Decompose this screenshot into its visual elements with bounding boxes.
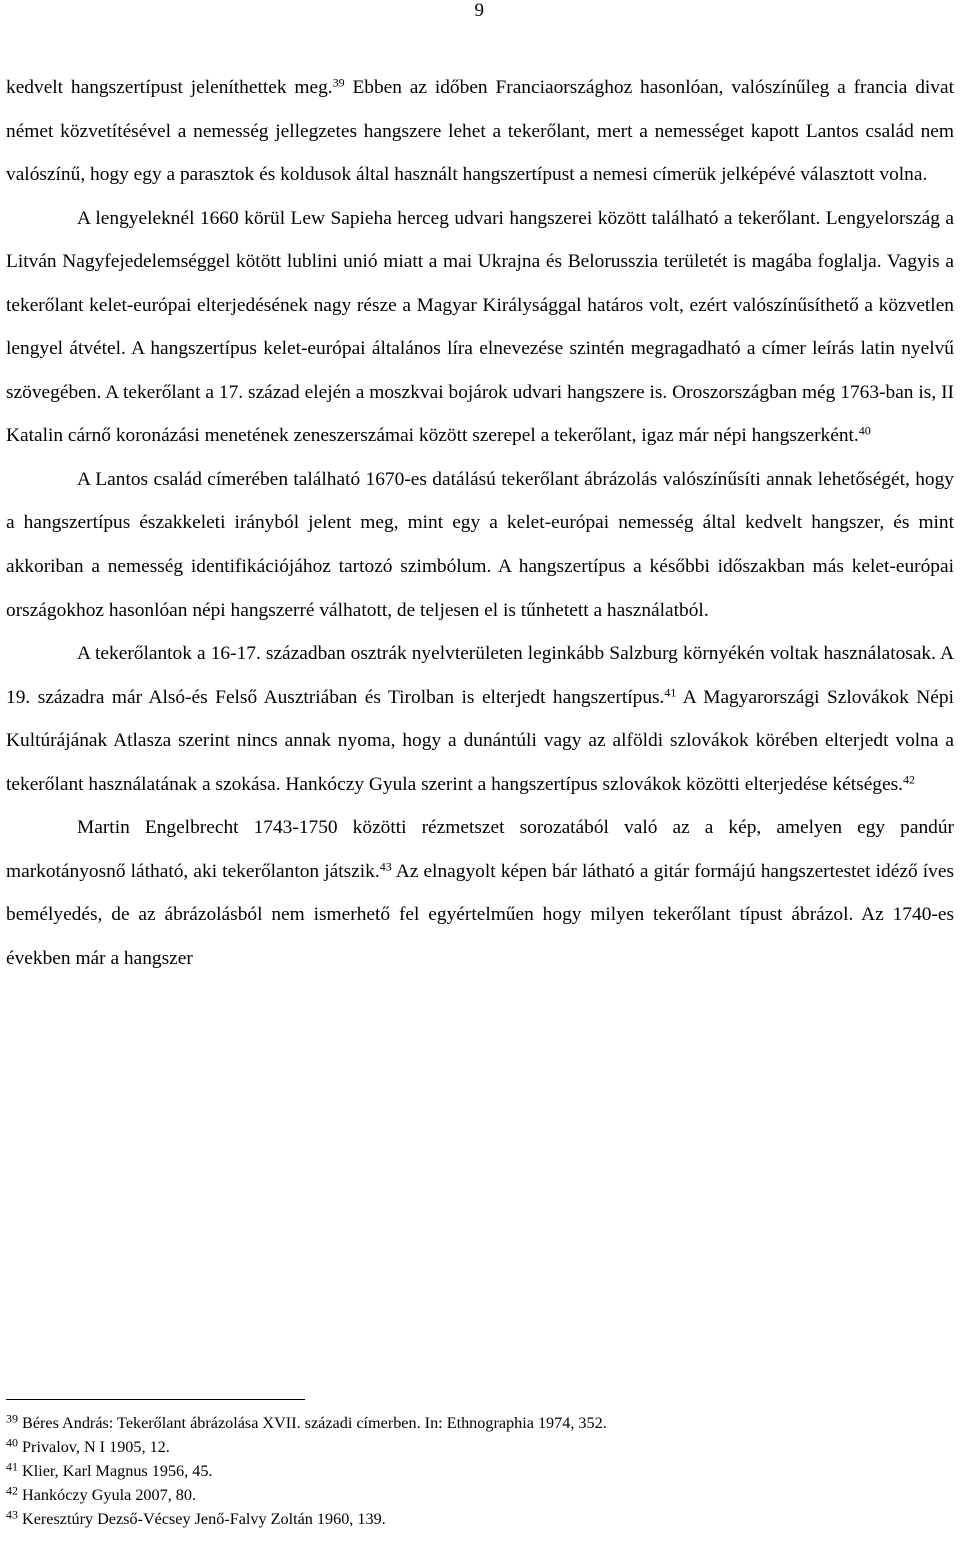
paragraph-text: Az elnagyolt képen bár látható a gitár formájú hangszertestet idéző íves bemélyedés, de az ábrázolásból nem ismerhető fel egyértelműen hogy milyen tekerőlant típust ábrázol. Az 1740-es években már a hangszer (6, 860, 954, 969)
footnote-number: 39 (6, 1411, 18, 1426)
footnote-reference: 41 (664, 685, 677, 700)
footnote (6, 1507, 954, 1531)
footnote-number: 43 (6, 1507, 18, 1522)
paragraph-text: A Magyarországi Szlovákok Népi Kultúrájának Atlasza szerint nincs annak nyoma, hogy a dunántúli vagy az alföldi szlovákok körében elterjedt volna a tekerőlant használatának a szokása. Hankóczy Gyula szerint a hangszertípus szlovákok közötti elterjedése kétséges. (6, 686, 954, 795)
footnote (6, 1459, 954, 1483)
paragraph-text: Ebben az időben Franciaországhoz hasonlóan, valószínűleg a francia divat német közvetítésével a nemesség jellegzetes hangszere lehet a tekerőlant, mert a nemességet kapott Lantos család nem valószínű, hogy egy a parasztok és koldusok által használt hangszertípust a nemesi címerük jelképévé választott volna. (6, 77, 954, 186)
footnote-number: 40 (6, 1435, 18, 1450)
paragraph-text: A tekerőlantok a 16-17. században osztrák nyelvterületen leginkább Salzburg környékén voltak használatosak. A 19. századra már Alsó-és Felső Ausztriában és Tirolban is elterjedt hangszertípus. (6, 643, 954, 708)
body-text (6, 66, 954, 980)
paragraph-text: Martin Engelbrecht 1743-1750 közötti rézmetszet sorozatából való az a kép, amelyen egy pandúr markotányosnő látható, aki tekerőlanton játszik. (6, 817, 954, 882)
footnote-separator (6, 1399, 305, 1400)
paragraph (6, 66, 954, 197)
paragraph-text: A Lantos család címerében található 1670-es datálású tekerőlant ábrázolás valószínűsíti annak lehetőségét, hogy a hangszertípus északkeleti irányból jelent meg, mint egy a kelet-európai nemesség által kedvelt hangszer, és mint akkoriban a nemesség identifikációjához tartozó szimbólum. A hangszertípus a későbbi időszakban más kelet-európai országokhoz hasonlóan népi hangszerré válhatott, de teljesen el is tűnhetett a használatból. (6, 468, 954, 621)
footnote-text: Keresztúry Dezső-Vécsey Jenő-Falvy Zoltán 1960, 139. (18, 1510, 386, 1528)
paragraph (6, 197, 954, 458)
paragraph (6, 632, 954, 806)
footnote-text: Béres András: Tekerőlant ábrázolása XVII. századi címerben. In: Ethnographia 1974, 352. (18, 1414, 607, 1432)
footnote-number: 42 (6, 1483, 18, 1498)
footnote-reference: 40 (858, 423, 871, 438)
footnote-text: Klier, Karl Magnus 1956, 45. (18, 1462, 213, 1480)
paragraph-text: kedvelt hangszertípust jeleníthettek meg. (6, 77, 333, 98)
footnote-number: 41 (6, 1459, 18, 1474)
footnote (6, 1435, 954, 1459)
footnote (6, 1411, 954, 1435)
footnote-text: Privalov, N I 1905, 12. (18, 1438, 170, 1456)
paragraph-text: A lengyeleknél 1660 körül Lew Sapieha herceg udvari hangszerei között található a tekerőlant. Lengyelország a Litván Nagyfejedelemséggel kötött lublini unió miatt a mai Ukrajna és Belorusszia területét is magába foglalja. Vagyis a tekerőlant kelet-európai elterjedésének nagy része a Magyar Királysággal határos volt, ezért valószínűsíthető a közvetlen lengyel átvétel. A hangszertípus kelet-európai általános líra elnevezése szintén megragadható a címer leírás latin nyelvű szövegében. A tekerőlant a 17. század elején a moszkvai bojárok udvari hangszere is. Oroszországban még 1763-ban is, II Katalin cárnő koronázási menetének zeneszerszámai között szerepel a tekerőlant, igaz már népi hangszerként. (6, 207, 954, 447)
paragraph (6, 458, 954, 632)
footnotes (6, 1411, 954, 1531)
footnote-reference: 42 (903, 772, 916, 787)
footnote (6, 1483, 954, 1507)
footnote-text: Hankóczy Gyula 2007, 80. (18, 1486, 197, 1504)
paragraph (6, 806, 954, 980)
footnote-reference: 39 (332, 75, 345, 90)
footnote-reference: 43 (379, 859, 392, 874)
page-number: 9 (474, 0, 484, 21)
